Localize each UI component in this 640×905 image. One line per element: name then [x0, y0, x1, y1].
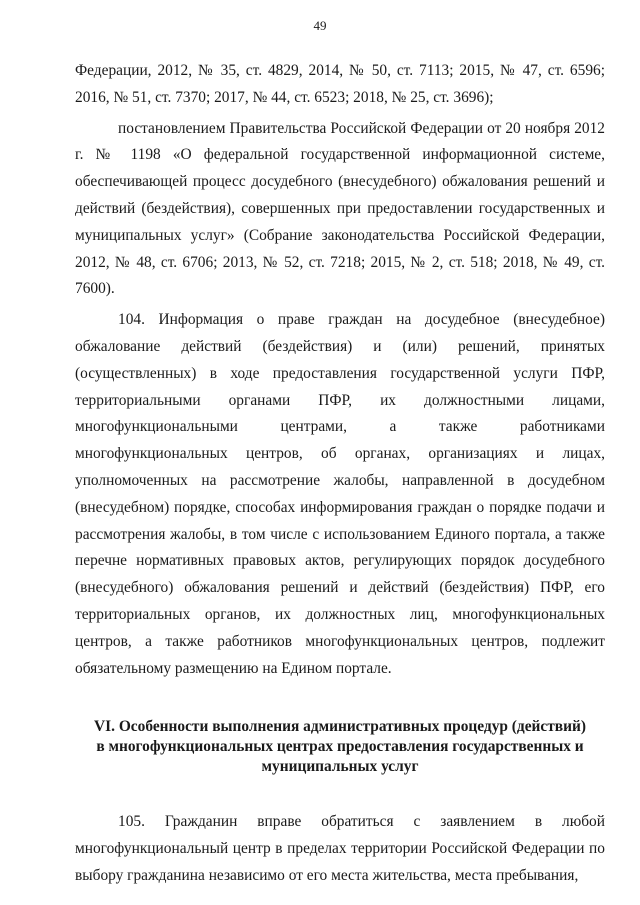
page-number: 49 — [313, 18, 327, 33]
document-body — [75, 58, 605, 890]
section-heading-line-2: в многофункциональных центрах предоставления государственных и — [96, 738, 584, 756]
paragraph-continuation: Федерации, 2012, № 35, ст. 4829, 2014, № 50, ст. 7113; 2015, № 47, ст. 6596; 2016, № 51, ст. 7370; 2017, № 44, ст. 6523; 2018, № 25, ст. 3696); — [75, 62, 605, 106]
paragraph-resolution-1198: постановлением Правительства Российской Федерации от 20 ноября 2012 г. № 1198 «О федеральной государственной информационной системе, обеспечивающей процесс досудебного (внесудебного) обжалования решений и действий (бездействия), совершенных при предоставлении государственных и муниципальных услуг» (Собрание законодательства Российской Федерации, 2012, № 48, ст. 6706; 2013, № 52, ст. 7218; 2015, № 2, ст. 518; 2018, № 49, ст. 7600). — [75, 119, 605, 298]
section-heading-line-1: VI. Особенности выполнения административных процедур (действий) — [94, 718, 586, 736]
section-heading-line-3: муниципальных услуг — [261, 758, 419, 776]
paragraph-104: 104. Информация о праве граждан на досудебное (внесудебное) обжалование действий (бездействия) и (или) решений, принятых (осуществленных) в ходе предоставления государственной услуги ПФР, территориальными органами ПФР, их должностными лицами, многофункциональными центрами, а также работниками многофункциональных центров, об органах, организациях и лицах, уполномоченных на рассмотрение жалобы, направленной в досудебном (внесудебном) порядке, способах информирования граждан о порядке подачи и рассмотрения жалобы, в том числе с использованием Единого портала, а также перечне нормативных правовых актов, регулирующих порядок досудебного (внесудебного) обжалования решений и действий (бездействия) ПФР, его территориальных органов, их должностных лиц, многофункциональных центров, а также работников многофункциональных центров, подлежит обязательному размещению на Едином портале. — [75, 311, 605, 677]
section-heading — [75, 717, 605, 777]
paragraph-105: 105. Гражданин вправе обратиться с заявлением в любой многофункциональный центр в пределах территории Российской Федерации по выбору гражданина независимо от его места жительства, места пребывания, — [75, 813, 605, 884]
